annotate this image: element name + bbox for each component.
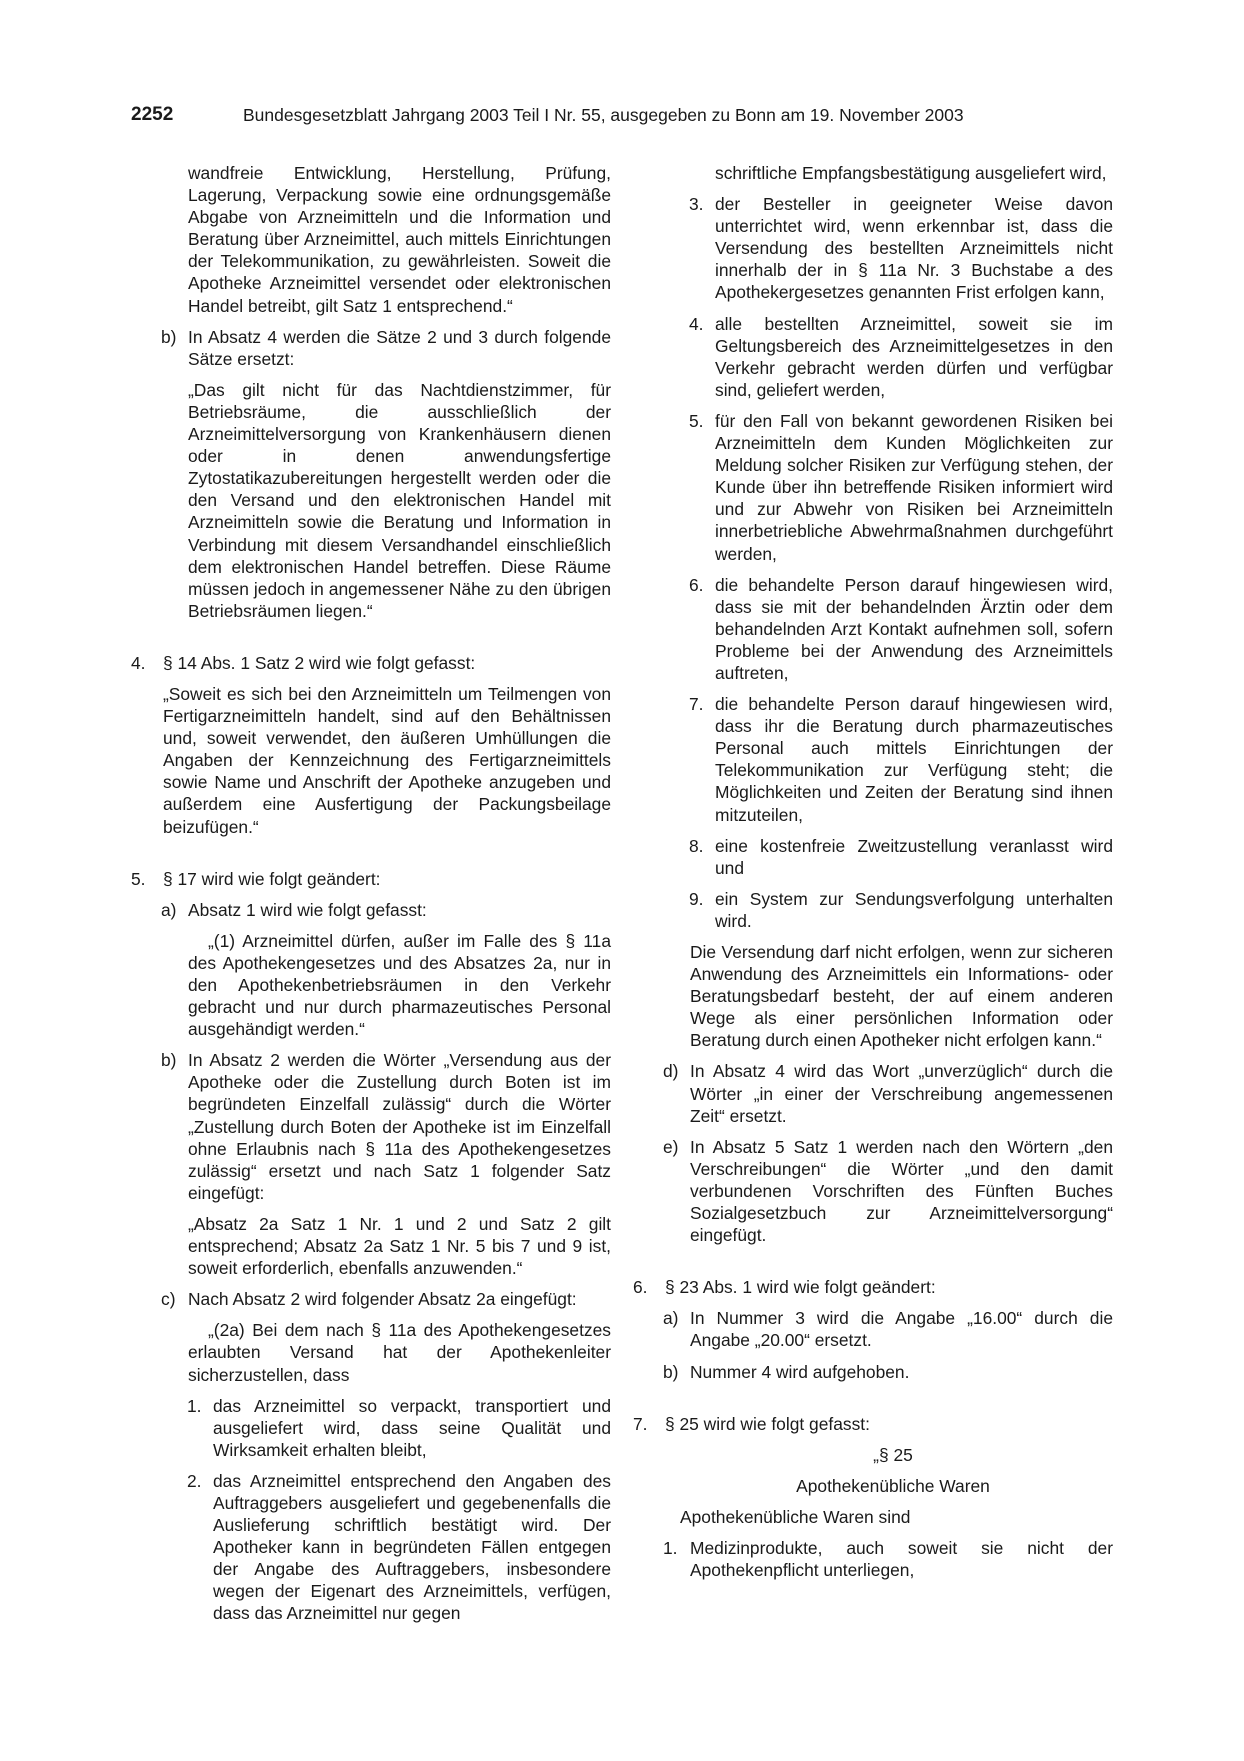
item-label: a) — [663, 1308, 679, 1329]
item-label: b) — [161, 326, 177, 347]
paragraph: das Arzneimittel entsprechend den Angaben des Auftraggebers ausgeliefert und gegebenenfalls die Auslieferung schriftlich bestätigt wird. Der Apotheker kann in begründeten Fällen entgegen der Angabe des Auftraggebers, insbesondere wegen der Eigenart des Arzneimittels, verfügen, dass das Arzneimittel nur gegen — [213, 1470, 611, 1624]
item-label: b) — [663, 1361, 679, 1382]
paragraph: wandfreie Entwicklung, Herstellung, Prüfung, Lagerung, Verpackung sowie eine ordnungsgemäße Abgabe von Arzneimitteln und die Information und Beratung über Arzneimittel, auch mittels Einrichtungen der Telekommunikation, zu gewährleisten. Soweit die Apotheke Arzneimittel versendet oder elektronischen Handel betreibt, gilt Satz 1 entsprechend.“ — [188, 163, 611, 316]
list-item — [131, 652, 611, 674]
paragraph: Die Versendung darf nicht erfolgen, wenn zur sicheren Anwendung des Arzneimittels ein Informations- oder Beratungsbedarf besteht, der auf einem anderen Wege als einer persönlichen Information oder Beratung durch einen Apotheker nicht erfolgen kann.“ — [690, 942, 1113, 1051]
list-item — [131, 868, 611, 890]
paragraph: § 17 wird wie folgt geändert: — [163, 868, 381, 889]
quote-paragraph: „Das gilt nicht für das Nachtdienstzimmer, für Betriebsräume, die ausschließlich der Arzneimittelversorgung von Krankenhäusern dienen oder in denen anwendungsfertige Zytostatikazubereitungen hergestellt werden oder die den Versand und den elektronischen Handel mit Arzneimitteln sowie die Beratung und Information in Verbindung mit diesem Versandhandel einschließlich dem elektronischen Handel betreffen. Diese Räume müssen jedoch in angemessener Nähe zu den übrigen Betriebsräumen liegen.“ — [188, 379, 611, 621]
item-number: 7. — [689, 694, 704, 715]
item-number: 1. — [663, 1537, 678, 1558]
paragraph: In Absatz 4 wird das Wort „unverzüglich“ durch die Wörter „in einer der Verschreibung angemessenen Zeit“ ersetzt. — [690, 1061, 1113, 1126]
item-number: 4. — [689, 313, 704, 334]
paragraph: ein System zur Sendungsverfolgung unterhalten wird. — [715, 888, 1113, 931]
quote-paragraph: „(2a) Bei dem nach § 11a des Apothekengesetzes erlaubten Versand hat der Apothekenleiter sicherzustellen, dass — [188, 1320, 611, 1385]
paragraph: die behandelte Person darauf hingewiesen wird, dass sie mit der behandelnden Ärztin oder dem behandelnden Arzt Kontakt aufnehmen soll, sofern Probleme bei der Anwendung des Arzneimittels auftreten, — [715, 574, 1113, 683]
paragraph: § 14 Abs. 1 Satz 2 wird wie folgt gefasst: — [163, 652, 476, 673]
section-heading: „§ 25 — [873, 1444, 913, 1465]
item-label: e) — [663, 1136, 679, 1157]
item-number: 6. — [633, 1277, 648, 1298]
quote-paragraph: „Soweit es sich bei den Arzneimitteln um Teilmengen von Fertigarzneimitteln handelt, sind auf den Behältnissen und, soweit verwendet, den äußeren Umhüllungen die Angaben der Kennzeichnung des Fertigarzneimittels sowie Name und Anschrift der Apotheke anzugeben und außerdem eine Ausfertigung der Packungsbeilage beizufügen.“ — [163, 683, 611, 837]
list-item — [187, 1395, 611, 1461]
list-item — [663, 1537, 1113, 1581]
paragraph: In Absatz 4 werden die Sätze 2 und 3 durch folgende Sätze ersetzt: — [188, 326, 611, 369]
paragraph: die behandelte Person darauf hingewiesen wird, dass ihr die Beratung durch pharmazeutisches Personal auch mittels Einrichtungen der Telekommunikation zur Verfügung steht; die Möglichkeiten und Zeiten der Beratung sind ihnen mitzuteilen, — [715, 694, 1113, 825]
list-item — [689, 888, 1113, 932]
page-number: 2252 — [131, 104, 174, 125]
list-item — [689, 410, 1113, 565]
list-item — [689, 693, 1113, 826]
page-header — [131, 104, 1011, 130]
item-number: 5. — [689, 410, 704, 431]
list-item — [663, 1307, 1113, 1351]
item-label: a) — [161, 899, 177, 920]
item-number: 3. — [689, 194, 704, 215]
item-number: 4. — [131, 652, 146, 673]
list-item — [633, 1276, 1113, 1298]
list-item — [689, 193, 1113, 303]
quote-paragraph: „(1) Arzneimittel dürfen, außer im Falle des § 11a des Apothekengesetzes und des Absatzes 2a, nur in den Apothekenbetriebsräumen in den Verkehr gebracht und nur durch pharmazeutisches Personal ausgehändigt werden.“ — [188, 930, 611, 1040]
item-number: 5. — [131, 868, 146, 889]
paragraph: für den Fall von bekannt gewordenen Risiken bei Arzneimitteln dem Kunden Möglichkeiten zur Meldung solcher Risiken zur Verfügung stehen, der Kunde über ihn betreffende Risiken informiert wird und zur Abwehr von Risiken bei Arzneimitteln innerbetriebliche Abwehrmaßnahmen durchgeführt werden, — [715, 410, 1113, 564]
left-column — [131, 162, 611, 1625]
list-item — [161, 1288, 611, 1310]
paragraph: Absatz 1 wird wie folgt gefasst: — [188, 899, 427, 920]
paragraph: In Nummer 3 wird die Angabe „16.00“ durch die Angabe „20.00“ ersetzt. — [690, 1308, 1113, 1351]
list-item — [161, 899, 611, 921]
paragraph: § 25 wird wie folgt gefasst: — [665, 1413, 870, 1434]
list-item — [689, 574, 1113, 684]
list-item — [161, 326, 611, 370]
list-item — [689, 313, 1113, 401]
running-title: Bundesgesetzblatt Jahrgang 2003 Teil I Nr. 55, ausgegeben zu Bonn am 19. November 2003 — [243, 105, 964, 125]
right-column — [633, 162, 1113, 1581]
paragraph: der Besteller in geeigneter Weise davon unterrichtet wird, wenn erkennbar ist, dass die Versendung des bestellten Arzneimittels nicht innerhalb der in § 11a Nr. 3 Buchstabe a des Apothekergesetzes genannten Frist erfolgen kann, — [715, 194, 1113, 303]
list-item — [161, 1049, 611, 1204]
item-number: 6. — [689, 574, 704, 595]
paragraph: In Absatz 2 werden die Wörter „Versendung aus der Apotheke oder die Zustellung durch Boten ist im begründeten Einzelfall zulässig“ durch die Wörter „Zustellung durch Boten der Apotheke ist im Einzelfall ohne Erlaubnis nach § 11a des Apothekengesetzes zulässig“ ersetzt und nach Satz 1 folgender Satz eingefügt: — [188, 1050, 611, 1203]
paragraph: Nummer 4 wird aufgehoben. — [690, 1361, 910, 1382]
item-number: 1. — [187, 1395, 202, 1416]
paragraph: das Arzneimittel so verpackt, transportiert und ausgeliefert wird, dass seine Qualität und Wirksamkeit erhalten bleibt, — [213, 1395, 611, 1460]
paragraph: Medizinprodukte, auch soweit sie nicht der Apothekenpflicht unterliegen, — [690, 1537, 1113, 1581]
list-item — [663, 1060, 1113, 1126]
paragraph: § 23 Abs. 1 wird wie folgt geändert: — [665, 1277, 936, 1298]
list-item — [663, 1136, 1113, 1246]
paragraph: Nach Absatz 2 wird folgender Absatz 2a eingefügt: — [188, 1289, 577, 1310]
paragraph: schriftliche Empfangsbestätigung ausgeliefert wird, — [715, 163, 1107, 183]
quote-paragraph: „Absatz 2a Satz 1 Nr. 1 und 2 und Satz 2 gilt entsprechend; Absatz 2a Satz 1 Nr. 5 bis 7 und 9 ist, soweit erforderlich, ebenfalls anzuwenden.“ — [188, 1213, 611, 1279]
list-item — [663, 1361, 1113, 1383]
item-number: 9. — [689, 888, 704, 909]
section-intro: Apothekenübliche Waren sind — [680, 1506, 911, 1527]
item-label: c) — [161, 1289, 176, 1310]
item-label: d) — [663, 1061, 679, 1082]
item-label: b) — [161, 1050, 177, 1071]
paragraph: eine kostenfreie Zweitzustellung veranlasst wird und — [715, 835, 1113, 878]
item-number: 2. — [187, 1470, 202, 1491]
list-item — [633, 1413, 1113, 1435]
paragraph: In Absatz 5 Satz 1 werden nach den Wörtern „den Verschreibungen“ die Wörter „und den damit verbundenen Vorschriften des Fünften Buches Sozialgesetzbuch zur Arzneimittelversorgung“ eingefügt. — [690, 1136, 1113, 1246]
paragraph: alle bestellten Arzneimittel, soweit sie im Geltungsbereich des Arzneimittelgesetzes in den Verkehr gebracht werden dürfen und verfügbar sind, geliefert werden, — [715, 313, 1113, 400]
item-number: 8. — [689, 835, 704, 856]
item-number: 7. — [633, 1413, 648, 1434]
list-item — [689, 835, 1113, 879]
section-title: Apothekenübliche Waren — [796, 1475, 990, 1496]
list-item — [187, 1470, 611, 1625]
